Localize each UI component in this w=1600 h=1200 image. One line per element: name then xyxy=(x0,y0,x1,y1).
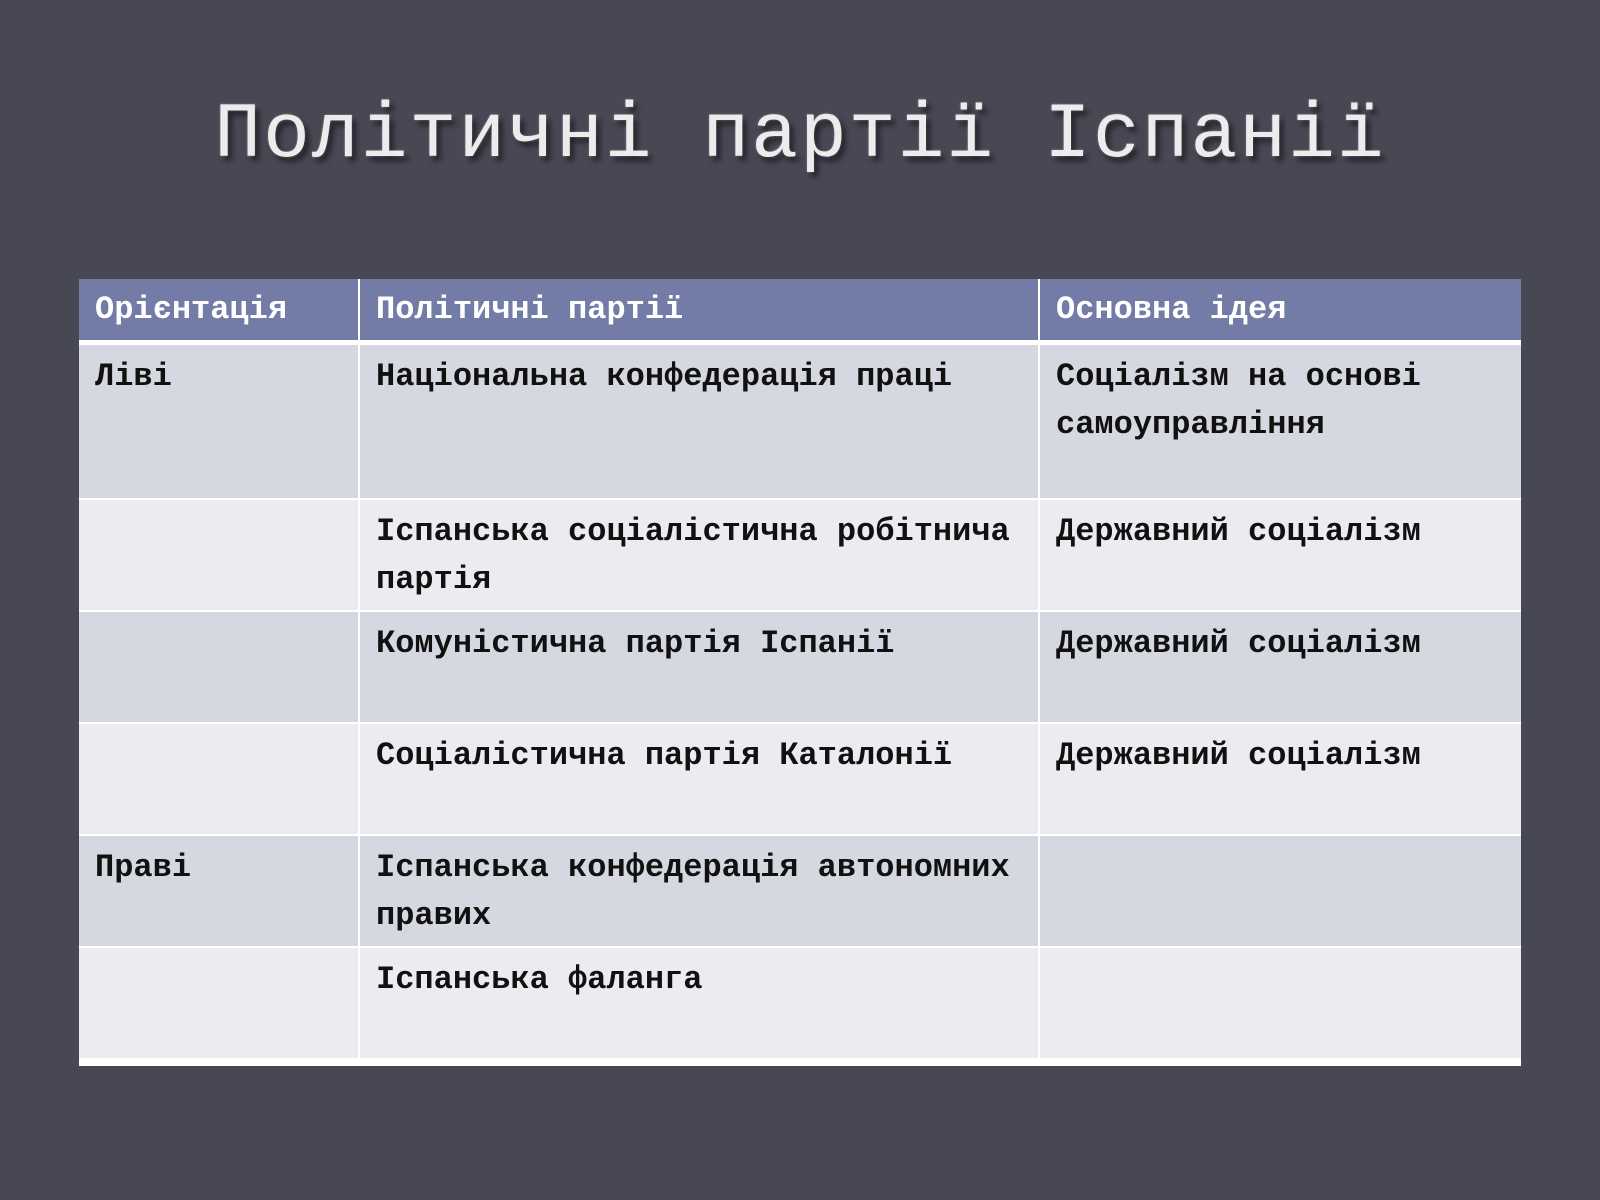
cell-idea: Соціалізм на основі самоуправління xyxy=(1039,342,1521,499)
cell-idea: Державний соціалізм xyxy=(1039,611,1521,723)
header-main-idea: Основна ідея xyxy=(1039,279,1521,342)
table-row xyxy=(79,835,1521,947)
cell-orientation xyxy=(79,611,359,723)
cell-idea: Державний соціалізм xyxy=(1039,723,1521,835)
table-row xyxy=(79,499,1521,611)
parties-table-container xyxy=(79,279,1521,1066)
header-orientation: Орієнтація xyxy=(79,279,359,342)
cell-orientation: Праві xyxy=(79,835,359,947)
table-row xyxy=(79,947,1521,1059)
cell-idea: Державний соціалізм xyxy=(1039,499,1521,611)
table-row xyxy=(79,611,1521,723)
cell-party: Іспанська конфедерація автономних правих xyxy=(359,835,1039,947)
cell-orientation xyxy=(79,947,359,1059)
cell-party: Національна конфедерація праці xyxy=(359,342,1039,499)
slide-title: Політичні партії Іспанії xyxy=(214,92,1386,180)
table-row xyxy=(79,342,1521,499)
cell-party: Соціалістична партія Каталонії xyxy=(359,723,1039,835)
cell-party: Комуністична партія Іспанії xyxy=(359,611,1039,723)
table-header-row xyxy=(79,279,1521,342)
parties-table xyxy=(79,279,1521,1060)
table-row xyxy=(79,723,1521,835)
cell-party: Іспанська фаланга xyxy=(359,947,1039,1059)
cell-orientation: Ліві xyxy=(79,342,359,499)
cell-orientation xyxy=(79,499,359,611)
cell-idea xyxy=(1039,947,1521,1059)
header-parties: Політичні партії xyxy=(359,279,1039,342)
cell-orientation xyxy=(79,723,359,835)
cell-party: Іспанська соціалістична робітнича партія xyxy=(359,499,1039,611)
cell-idea xyxy=(1039,835,1521,947)
